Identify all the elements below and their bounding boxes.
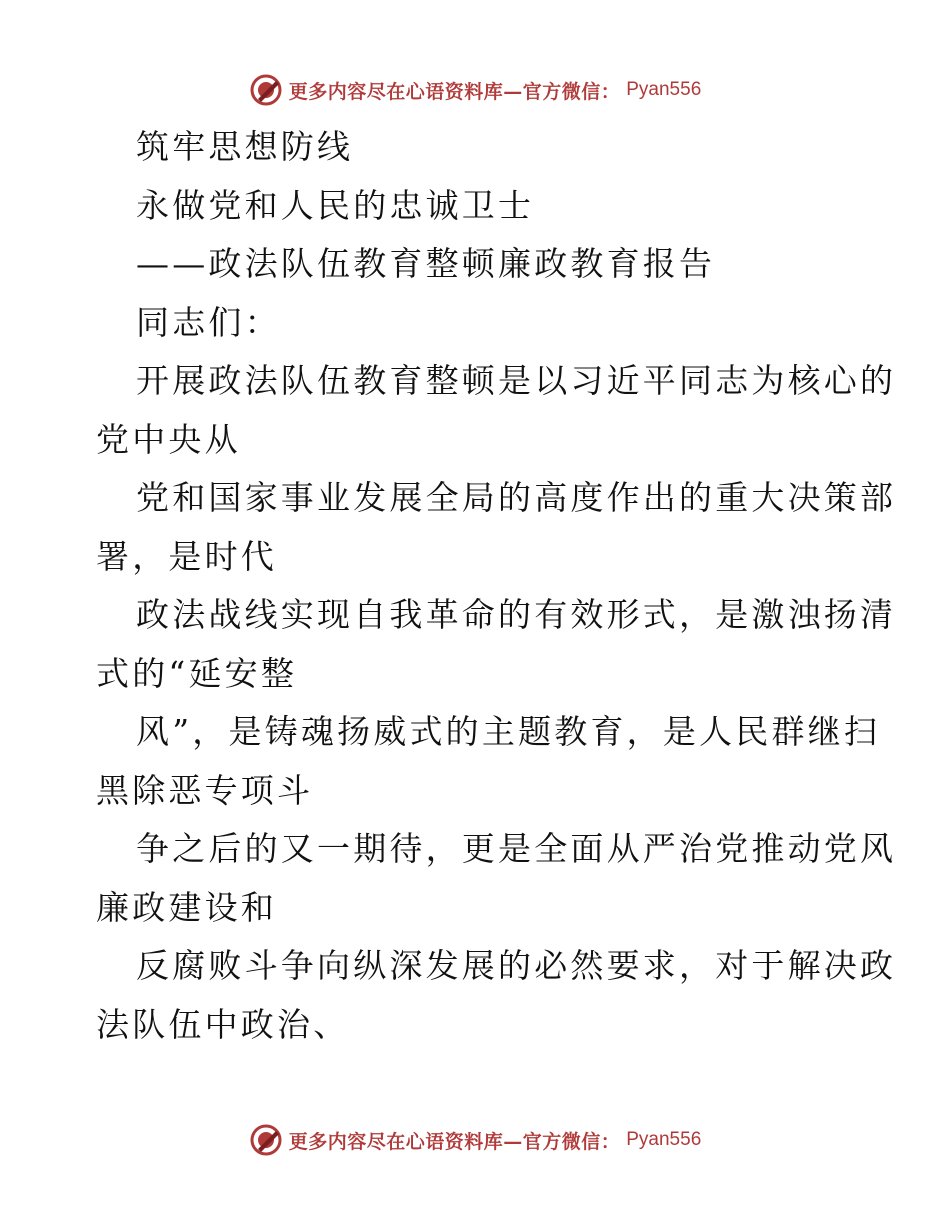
paragraph-line: 开展政法队伍教育整顿是以习近平同志为核心的 [136, 361, 897, 400]
document-body [96, 118, 897, 1054]
subtitle-line: ——政法队伍教育整顿廉政教育报告 [136, 244, 716, 283]
paragraph-line: 争之后的又一期待，更是全面从严治党推动党风 [136, 829, 897, 868]
red-seal-logo-icon [249, 73, 283, 107]
paragraph-line: 黑除恶专项斗 [96, 770, 314, 810]
title-line-1: 筑牢思想防线 [136, 127, 354, 166]
paragraph-line: 式的“延安整 [96, 653, 298, 693]
paragraph-line: 廉政建设和 [96, 887, 277, 927]
red-seal-logo-icon [249, 1123, 283, 1157]
footer-banner [0, 1120, 950, 1160]
salutation: 同志们： [136, 302, 281, 342]
footer-banner-contact: Pyan556 [626, 1129, 702, 1150]
paragraph-line: 政法战线实现自我革命的有效形式，是激浊扬清 [136, 595, 897, 634]
paragraph-line: 党中央从 [96, 419, 241, 459]
title-line-2: 永做党和人民的忠诚卫士 [136, 185, 535, 225]
header-banner [0, 70, 950, 110]
header-banner-text: 更多内容尽在心语资料库—官方微信： [288, 80, 621, 103]
paragraph-line: 署，是时代 [96, 536, 277, 576]
paragraph-line: 反腐败斗争向纵深发展的必然要求，对于解决政 [136, 946, 897, 985]
header-banner-contact: Pyan556 [626, 79, 702, 100]
paragraph-line: 党和国家事业发展全局的高度作出的重大决策部 [136, 478, 897, 517]
footer-banner-text: 更多内容尽在心语资料库—官方微信： [288, 1130, 621, 1153]
paragraph-line: 风”，是铸魂扬威式的主题教育，是人民群继扫 [136, 712, 881, 751]
paragraph-line: 法队伍中政治、 [96, 1004, 350, 1044]
